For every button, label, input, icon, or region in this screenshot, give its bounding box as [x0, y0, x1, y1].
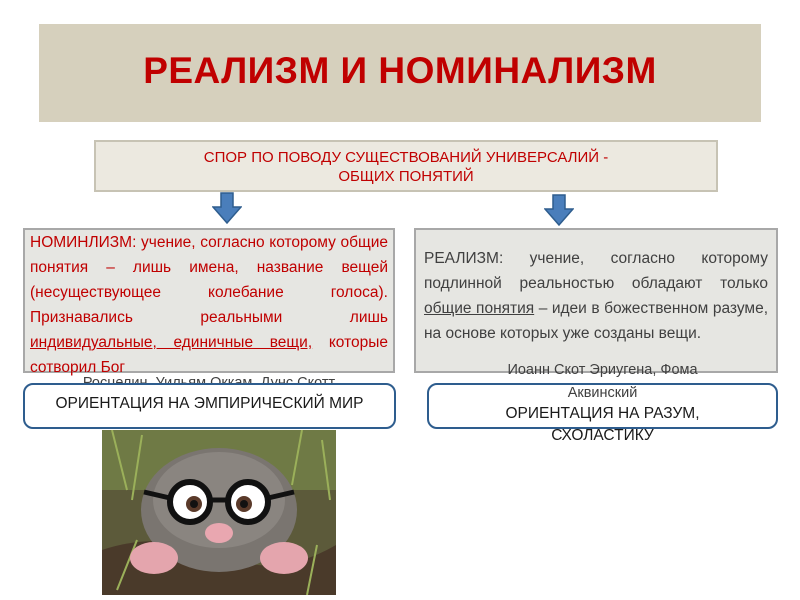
subtitle-line-2: ОБЩИХ ПОНЯТИЙ	[338, 168, 474, 185]
nominalism-emphasis: индивидуальные, единичные вещи,	[30, 334, 313, 351]
subtitle-box	[94, 140, 718, 192]
realism-definition-end: – идеи в божественном разуме, на основе которых уже созданы вещи.	[424, 300, 769, 342]
nominalism-definition-end: которые сотворил Бог	[30, 334, 388, 376]
realism-orientation-line-1: ОРИЕНТАЦИЯ НА РАЗУМ,	[505, 405, 700, 422]
title-bar	[39, 24, 761, 122]
down-arrow-icon	[212, 192, 242, 224]
realism-panel	[414, 228, 778, 373]
nominalism-panel	[23, 228, 395, 376]
realism-orientation-line-2: СХОЛАСТИКУ	[551, 427, 654, 444]
nominalism-text	[30, 230, 388, 380]
realism-authors-line-2: Аквинский	[567, 385, 638, 401]
slide-title: РЕАЛИЗМ И НОМИНАЛИЗМ	[143, 50, 657, 91]
realism-definition: РЕАЛИЗМ: учение, согласно которому подлинной реальностью обладают только	[424, 250, 768, 292]
nominalism-orientation-text: ОРИЕНТАЦИЯ НА ЭМПИРИЧЕСКИЙ МИР	[55, 395, 364, 412]
down-arrow-icon	[544, 194, 574, 226]
realism-emphasis: общие понятия	[424, 300, 535, 317]
mole-with-glasses-image	[102, 430, 336, 595]
subtitle-line-1: СПОР ПО ПОВОДУ СУЩЕСТВОВАНИЙ УНИВЕРСАЛИЙ -	[203, 149, 609, 166]
realism-text	[424, 246, 768, 346]
nominalism-orientation	[23, 383, 396, 429]
realism-authors-line-1: Иоанн Скот Эриугена, Фома	[507, 362, 698, 378]
nominalism-definition: НОМИНЛИЗМ: учение, согласно которому общие понятия – лишь имена, название вещей (несуществующее колебание голоса). Признавались реальными лишь	[30, 234, 388, 326]
